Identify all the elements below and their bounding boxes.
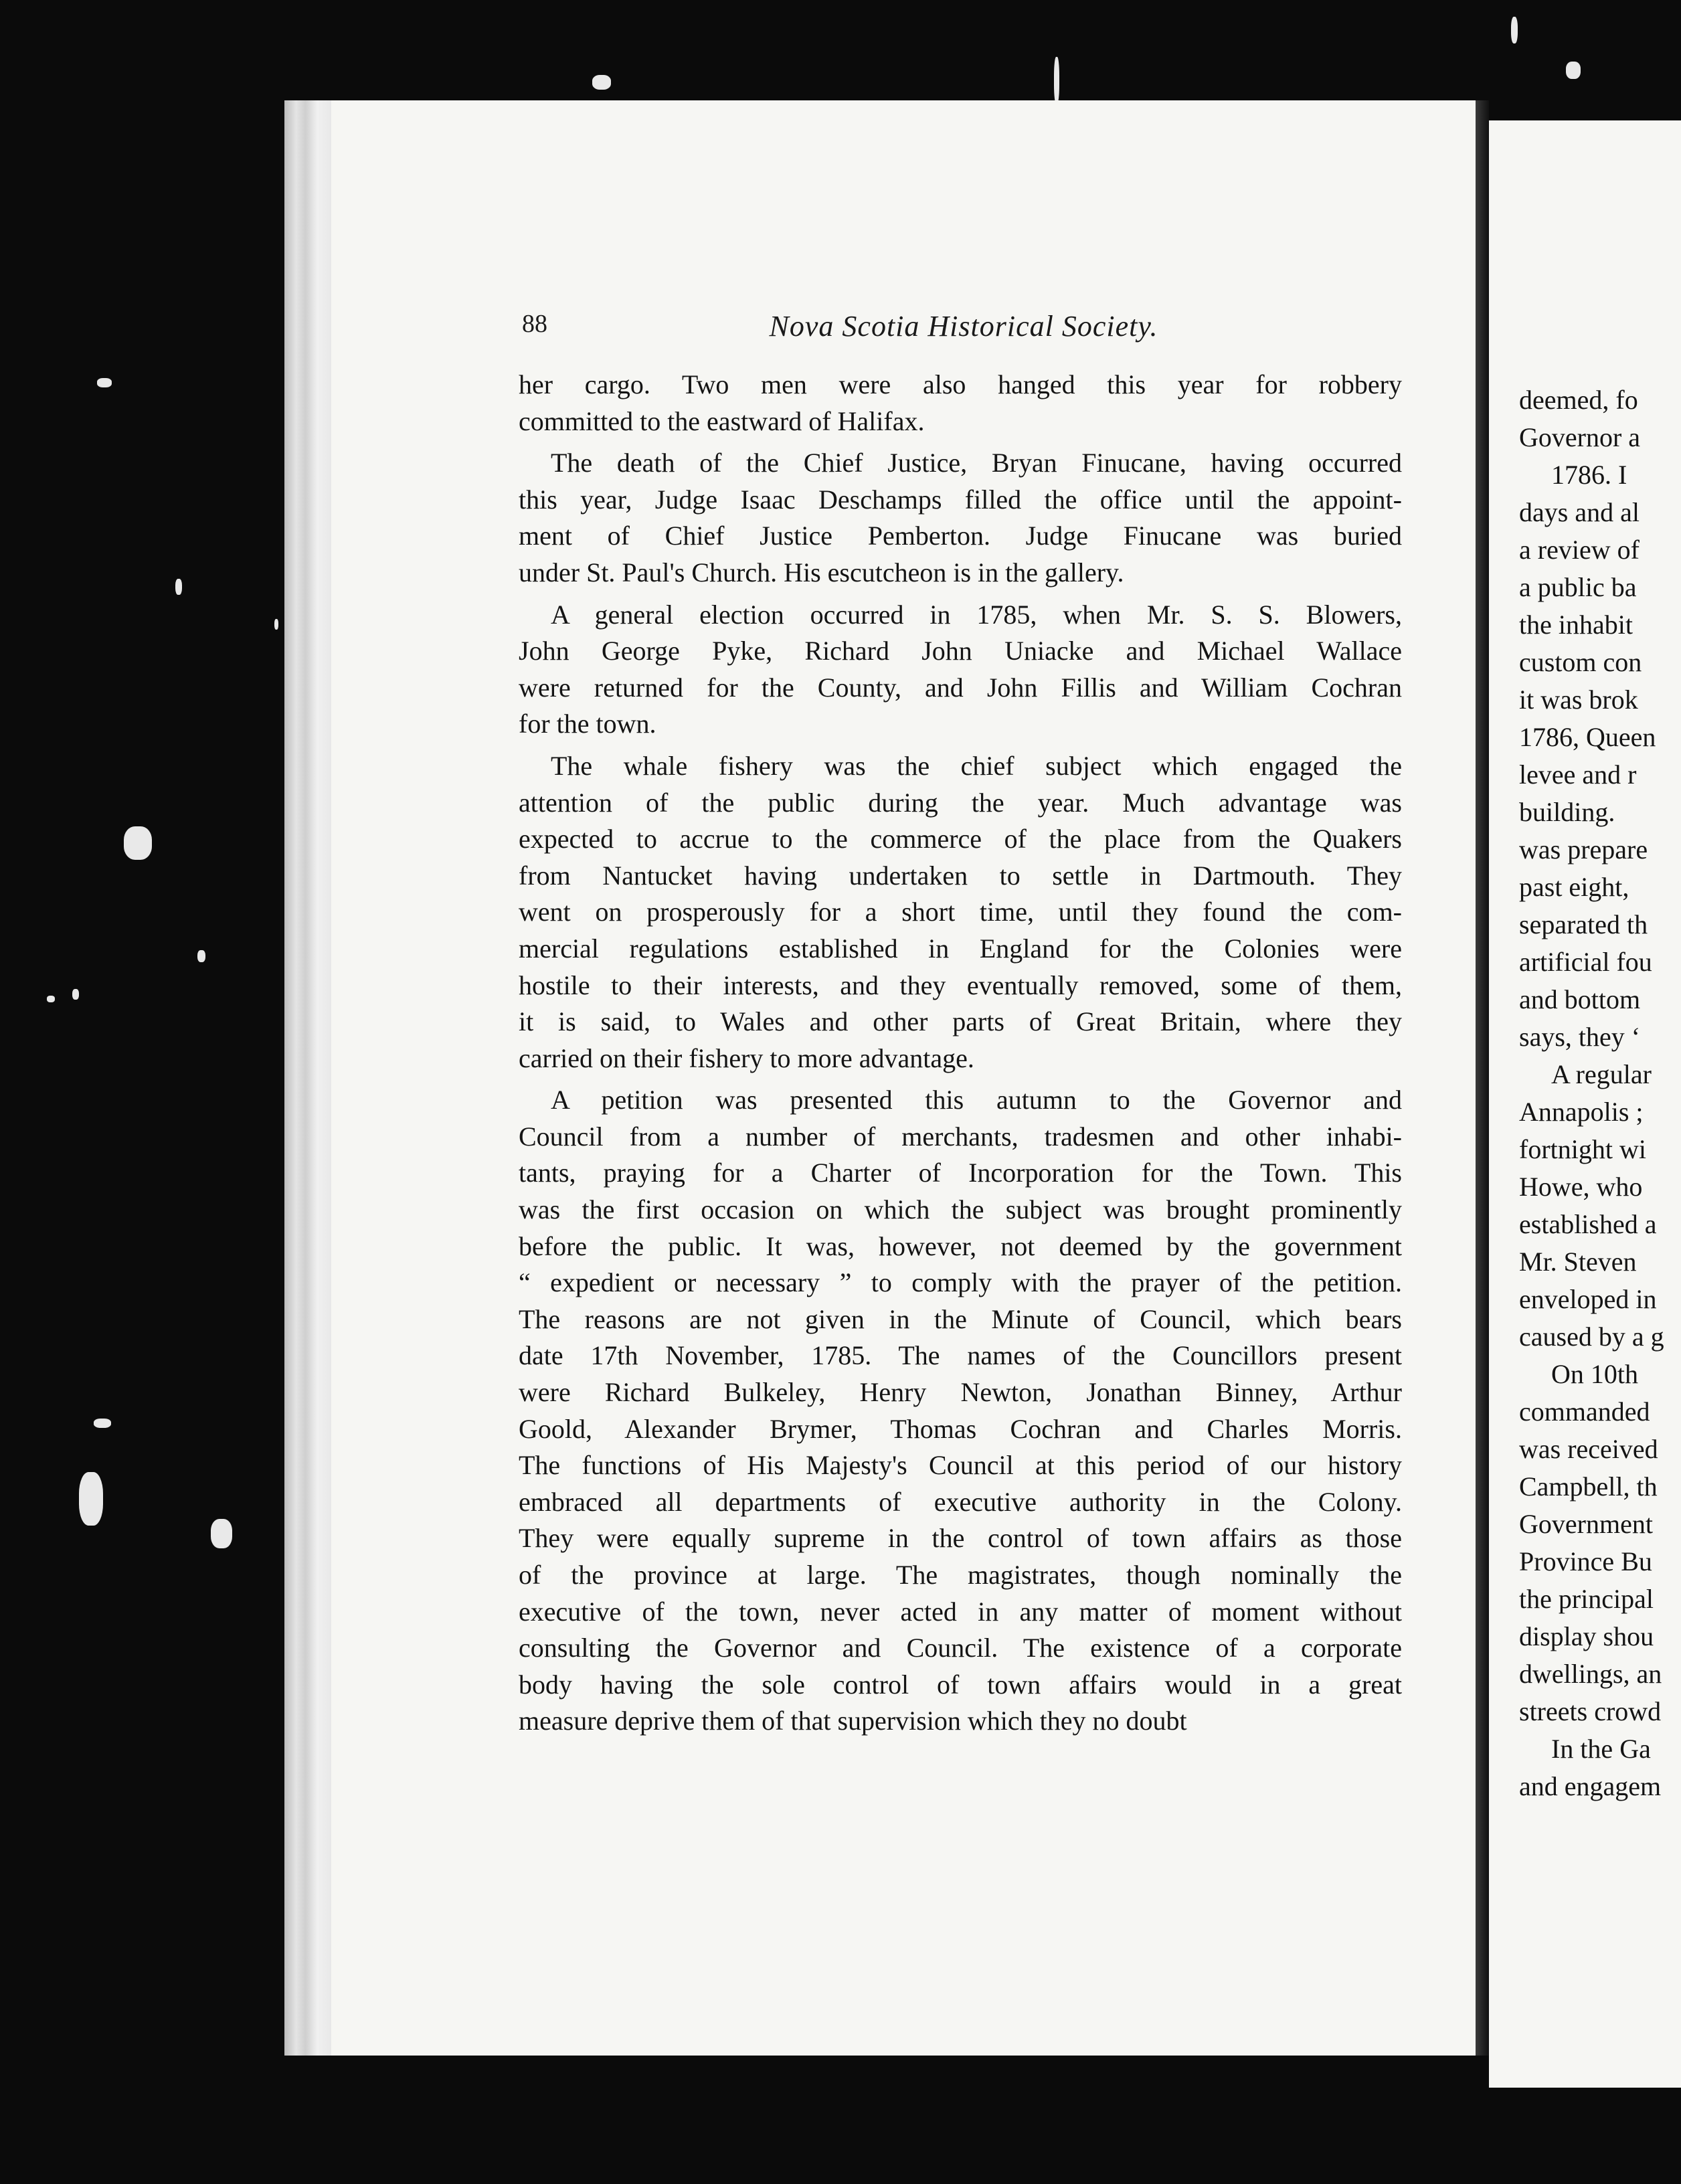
- text-line: mercial regulations established in England for the Colonies were: [519, 933, 1402, 964]
- text-line: embraced all departments of executive authority in the Colony.: [519, 1486, 1402, 1517]
- right-page-line: caused by a g: [1519, 1322, 1664, 1352]
- page-edge: [284, 100, 331, 2056]
- right-page-line: levee and r: [1519, 759, 1637, 790]
- right-page-text: [1519, 381, 1681, 1805]
- right-page-line: 1786. I: [1551, 460, 1627, 490]
- right-page-line: commanded: [1519, 1396, 1650, 1427]
- right-page-line: 1786, Queen: [1519, 722, 1656, 752]
- right-page-line: Campbell, th: [1519, 1471, 1658, 1502]
- text-line: consulting the Governor and Council. The existence of a corporate: [519, 1633, 1402, 1663]
- right-page-line: Mr. Steven: [1519, 1247, 1637, 1277]
- text-line: from Nantucket having undertaken to settle in Dartmouth. They: [519, 860, 1402, 891]
- text-line: Council from a number of merchants, tradesmen and other inhabi-: [519, 1121, 1402, 1152]
- paragraph: [519, 1082, 1402, 1740]
- right-page-line: separated th: [1519, 909, 1648, 939]
- text-line: were returned for the County, and John Fillis and William Cochran: [519, 672, 1402, 703]
- paragraph: [519, 367, 1402, 440]
- text-line: date 17th November, 1785. The names of the Councillors present: [519, 1340, 1402, 1371]
- text-line: measure deprive them of that supervision which they no doubt: [519, 1706, 1187, 1736]
- text-line: The death of the Chief Justice, Bryan Finucane, having occurred: [551, 448, 1402, 478]
- text-line: ment of Chief Justice Pemberton. Judge Finucane was buried: [519, 521, 1402, 551]
- right-page-line: says, they ‘: [1519, 1022, 1641, 1052]
- right-page-line: it was brok: [1519, 685, 1638, 715]
- text-line: A petition was presented this autumn to the Governor and: [551, 1085, 1402, 1115]
- text-line: hostile to their interests, and they eventually removed, some of them,: [519, 970, 1402, 1000]
- right-page-line: Howe, who: [1519, 1172, 1643, 1202]
- right-page-line: the principal: [1519, 1584, 1654, 1614]
- text-line: went on prosperously for a short time, until they found the com-: [519, 897, 1402, 927]
- right-page-line: and engagem: [1519, 1771, 1662, 1801]
- text-line: was the first occasion on which the subject was brought prominently: [519, 1194, 1402, 1225]
- right-page-line: enveloped in: [1519, 1284, 1657, 1314]
- right-page-line: was received: [1519, 1434, 1658, 1464]
- right-page-line: Province Bu: [1519, 1546, 1652, 1576]
- right-page-line: fortnight wi: [1519, 1134, 1646, 1164]
- text-line: attention of the public during the year. Much advantage was: [519, 787, 1402, 818]
- text-line: The reasons are not given in the Minute of Council, which bears: [519, 1303, 1402, 1334]
- paragraph: [519, 748, 1402, 1077]
- body-text: [519, 367, 1402, 1745]
- right-page-line: In the Ga: [1551, 1734, 1651, 1764]
- right-page-line: deemed, fo: [1519, 385, 1638, 415]
- text-line: carried on their fishery to more advantage.: [519, 1042, 974, 1073]
- right-page-line: Governor a: [1519, 422, 1641, 452]
- right-page-line: On 10th: [1551, 1359, 1638, 1389]
- right-page-line: display shou: [1519, 1621, 1654, 1651]
- right-page-line: streets crowd: [1519, 1696, 1662, 1726]
- right-page-line: past eight,: [1519, 872, 1629, 902]
- paragraph: [519, 445, 1402, 591]
- right-page-line: and bottom: [1519, 984, 1641, 1014]
- right-page-line: dwellings, an: [1519, 1659, 1662, 1689]
- text-line: it is said, to Wales and other parts of Great Britain, where they: [519, 1006, 1402, 1037]
- right-page-line: artificial fou: [1519, 947, 1652, 977]
- right-page-line: building.: [1519, 797, 1615, 827]
- right-page-line: was prepare: [1519, 834, 1648, 864]
- text-line: tants, praying for a Charter of Incorporation for the Town. This: [519, 1158, 1402, 1188]
- text-line: The functions of His Majesty's Council at this period of our history: [519, 1450, 1402, 1481]
- right-page-line: custom con: [1519, 647, 1642, 677]
- text-line: were Richard Bulkeley, Henry Newton, Jonathan Binney, Arthur: [519, 1377, 1402, 1408]
- text-line: expected to accrue to the commerce of the place from the Quakers: [519, 824, 1402, 854]
- text-line: her cargo. Two men were also hanged this year for robbery: [519, 369, 1402, 399]
- right-page-line: a public ba: [1519, 572, 1637, 602]
- text-line: before the public. It was, however, not deemed by the government: [519, 1231, 1402, 1261]
- text-line: committed to the eastward of Halifax.: [519, 405, 925, 436]
- text-line: John George Pyke, Richard John Uniacke and Michael Wallace: [519, 636, 1402, 666]
- page-header: [522, 309, 1405, 356]
- right-page-line: a review of: [1519, 535, 1640, 565]
- right-page-line: the inhabit: [1519, 610, 1633, 640]
- text-line: under St. Paul's Church. His escutcheon is in the gallery.: [519, 557, 1124, 587]
- text-line: “ expedient or necessary ” to comply with the prayer of the petition.: [519, 1267, 1402, 1298]
- text-line: for the town.: [519, 709, 656, 739]
- text-line: A general election occurred in 1785, when Mr. S. S. Blowers,: [551, 599, 1402, 630]
- text-line: this year, Judge Isaac Deschamps filled the office until the appoint-: [519, 484, 1402, 515]
- text-line: executive of the town, never acted in any matter of moment without: [519, 1596, 1402, 1627]
- running-head: Nova Scotia Historical Society.: [769, 310, 1158, 343]
- right-page-line: A regular: [1551, 1059, 1652, 1089]
- right-page-line: Annapolis ;: [1519, 1097, 1644, 1127]
- right-page-line: Government: [1519, 1509, 1653, 1539]
- text-line: Goold, Alexander Brymer, Thomas Cochran and Charles Morris.: [519, 1413, 1402, 1444]
- text-line: They were equally supreme in the control of town affairs as those: [519, 1523, 1402, 1554]
- right-page-line: days and al: [1519, 497, 1640, 527]
- page-number: 88: [522, 310, 547, 338]
- text-line: body having the sole control of town affairs would in a great: [519, 1669, 1402, 1700]
- paragraph: [519, 597, 1402, 743]
- text-line: The whale fishery was the chief subject which engaged the: [551, 750, 1402, 781]
- text-line: of the province at large. The magistrates, though nominally the: [519, 1560, 1402, 1590]
- book-gutter: [1476, 100, 1489, 2056]
- right-page-line: established a: [1519, 1209, 1657, 1239]
